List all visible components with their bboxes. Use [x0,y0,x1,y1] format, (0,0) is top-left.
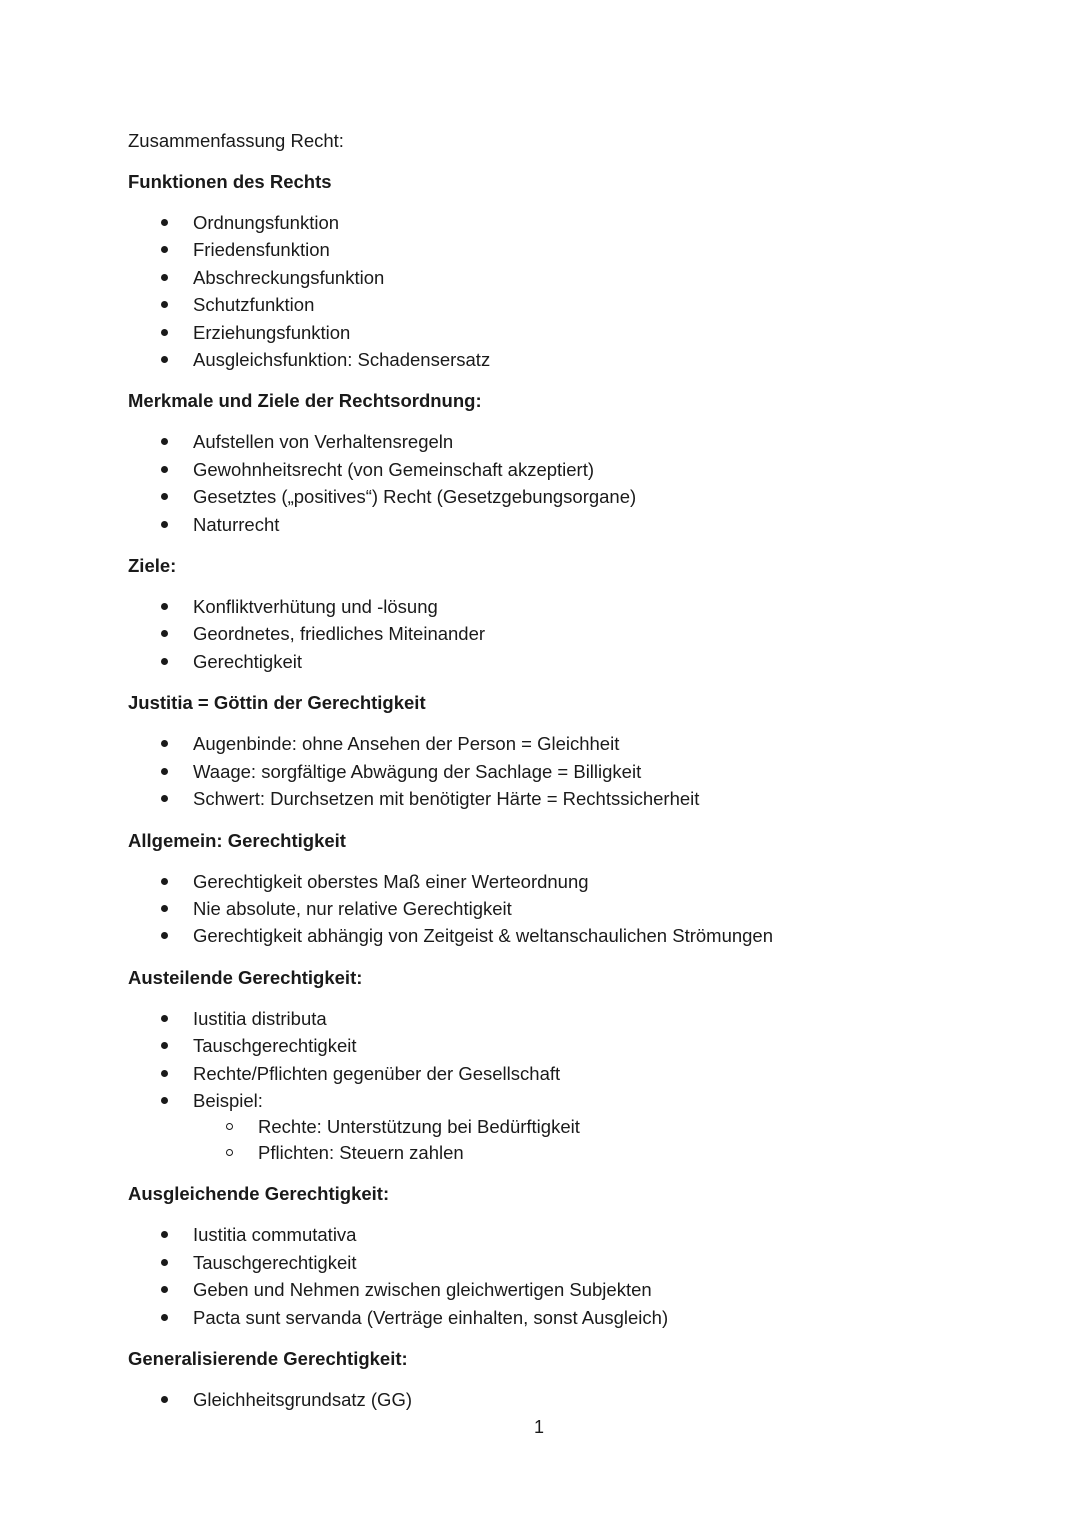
list-item-text: Iustitia distributa [193,1007,327,1029]
list-item-text: Ausgleichsfunktion: Schadensersatz [193,349,491,371]
list-item-text: Ordnungsfunktion [193,212,340,233]
document-title: Zusammenfassung Recht: [128,130,344,151]
list-item [128,511,1008,538]
list-item [128,346,1008,373]
list-item [128,1087,1008,1166]
list-item-text: Friedensfunktion [193,239,330,261]
document-content [128,127,1008,1427]
list-item-text: Geben und Nehmen zwischen gleichwertigen Subjekten [193,1279,652,1301]
list-item-text: Gleichheitsgrundsatz (GG) [193,1388,413,1410]
list-item [128,922,1008,949]
list-item [128,620,1008,647]
list-item-text: Schutzfunktion [193,294,315,316]
list-item [128,319,1008,346]
list-item-text: Gerechtigkeit abhängig von Zeitgeist & weltanschaulichen Strömungen [193,925,774,947]
list-item [128,648,1008,675]
list-item [128,1249,1008,1276]
list-item [128,1304,1008,1331]
list-item [128,1276,1008,1303]
list-item-text: Gerechtigkeit oberstes Maß einer Werteordnung [193,870,589,892]
list-item-text: Waage: sorgfältige Abwägung der Sachlage = Billigkeit [193,760,642,782]
section-heading: Funktionen des Rechts [128,171,332,192]
list-item [128,1032,1008,1059]
list-item-text: Gesetztes („positives“) Recht (Gesetzgebungsorgane) [193,486,637,508]
list-item [128,730,1008,757]
bullet-list [128,1386,1008,1413]
bullet-list [128,730,1008,812]
list-item-text: Abschreckungsfunktion [193,266,385,288]
list-item [128,264,1008,291]
list-item-text: Iustitia commutativa [193,1224,357,1246]
bullet-list [128,868,1008,950]
bullet-list [128,1221,1008,1331]
section-heading: Allgemein: Gerechtigkeit [128,829,346,851]
list-item-text: Tauschgerechtigkeit [193,1251,357,1273]
list-item-text: Aufstellen von Verhaltensregeln [193,431,454,453]
list-item [128,785,1008,812]
bullet-list [128,428,1008,538]
list-item [128,291,1008,318]
list-item-text: Konfliktverhütung und -lösung [193,596,438,618]
list-item [128,456,1008,483]
list-item [128,428,1008,455]
section-heading: Ziele: [128,555,177,577]
list-item-text: Tauschgerechtigkeit [193,1035,357,1057]
list-item [128,758,1008,785]
section-heading: Merkmale und Ziele der Rechtsordnung: [128,390,482,412]
list-item-text: Gewohnheitsrecht (von Gemeinschaft akzeptiert) [193,458,595,480]
list-item [128,1221,1008,1248]
list-item-text: Augenbinde: ohne Ansehen der Person = Gleichheit [193,733,620,755]
section-heading: Austeilende Gerechtigkeit: [128,966,363,988]
list-item [128,236,1008,263]
sub-list-item: Rechte: Unterstützung bei Bedürftigkeit [193,1114,1008,1140]
section-heading: Justitia = Göttin der Gerechtigkeit [128,692,426,714]
bullet-list [128,1005,1008,1167]
bullet-list [128,593,1008,675]
list-item-text: Rechte/Pflichten gegenüber der Gesellschaft [193,1062,561,1084]
page-number [0,1415,1080,1439]
list-item [128,1005,1008,1032]
list-item-text: Schwert: Durchsetzen mit benötigter Härte = Rechtssicherheit [193,788,700,810]
list-item [128,1386,1008,1413]
list-item [128,868,1008,895]
sub-list-item: Pflichten: Steuern zahlen [193,1140,1008,1166]
list-item-text: Gerechtigkeit [193,650,302,672]
list-item [128,1060,1008,1087]
list-item-text: Beispiel: [193,1089,263,1111]
sub-list [193,1114,1008,1166]
list-item-text: Geordnetes, friedliches Miteinander [193,623,486,645]
section-heading: Generalisierende Gerechtigkeit: [128,1347,408,1369]
bullet-list [128,209,1008,373]
list-item [128,483,1008,510]
list-item [128,209,1008,236]
list-item [128,593,1008,620]
section-heading: Ausgleichende Gerechtigkeit: [128,1183,390,1205]
page-number-text: 1 [533,1417,544,1437]
list-item-text: Erziehungsfunktion [193,321,351,343]
list-item-text: Nie absolute, nur relative Gerechtigkeit [193,897,512,919]
list-item [128,895,1008,922]
list-item-text: Pacta sunt servanda (Verträge einhalten, sonst Ausgleich) [193,1306,669,1328]
list-item-text: Naturrecht [193,513,280,535]
